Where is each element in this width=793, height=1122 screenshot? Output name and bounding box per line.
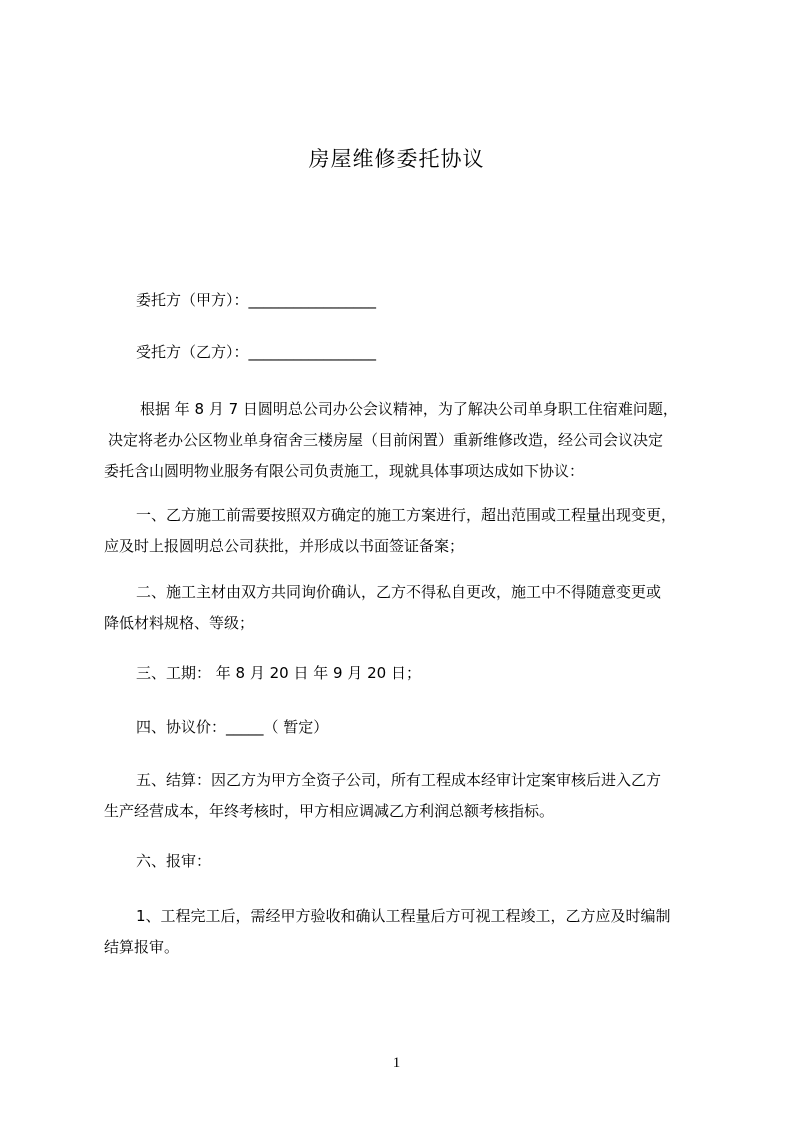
clause-6-item-1-line-1: 1、工程完工后，需经甲方验收和确认工程量后方可视工程竣工，乙方应及时编制 xyxy=(136,907,671,925)
clause-4-line: 四、协议价：_____（ 暂定） xyxy=(136,718,329,736)
clause-1-line-2: 应及时上报圆明总公司获批，并形成以书面签证备案； xyxy=(104,537,465,555)
intro-line-3: 委托含山圆明物业服务有限公司负责施工，现就具体事项达成如下协议： xyxy=(104,462,585,480)
intro-line-1: 根据 年 8 月 7 日圆明总公司办公会议精神，为了解决公司单身职工住宿难问题， xyxy=(140,400,678,418)
clause-6-item-1-line-2: 结算报审。 xyxy=(104,938,180,956)
clause-2-line-2: 降低材料规格、等级； xyxy=(104,614,255,632)
intro-line-2: 决定将老办公区物业单身宿舍三楼房屋（目前闲置）重新维修改造，经公司会议决定 xyxy=(108,431,664,449)
clause-3-line: 三、工期： 年 8 月 20 日 年 9 月 20 日； xyxy=(136,664,421,682)
clause-1-line-1: 一、乙方施工前需要按照双方确定的施工方案进行，超出范围或工程量出现变更， xyxy=(136,506,677,524)
document-title: 房屋维修委托协议 xyxy=(308,147,485,171)
party-a-line: 委托方（甲方）：_________________ xyxy=(136,291,377,309)
party-b-line: 受托方（乙方）：_________________ xyxy=(136,343,377,361)
clause-6-heading: 六、报审： xyxy=(136,852,212,870)
clause-5-line-2: 生产经营成本，年终考核时，甲方相应调减乙方利润总额考核指标。 xyxy=(104,802,555,820)
page-number: 1 xyxy=(392,1055,401,1071)
clause-5-line-1: 五、结算：因乙方为甲方全资子公司，所有工程成本经审计定案审核后进入乙方 xyxy=(136,771,662,789)
clause-2-line-1: 二、施工主材由双方共同询价确认，乙方不得私自更改，施工中不得随意变更或 xyxy=(136,583,662,601)
